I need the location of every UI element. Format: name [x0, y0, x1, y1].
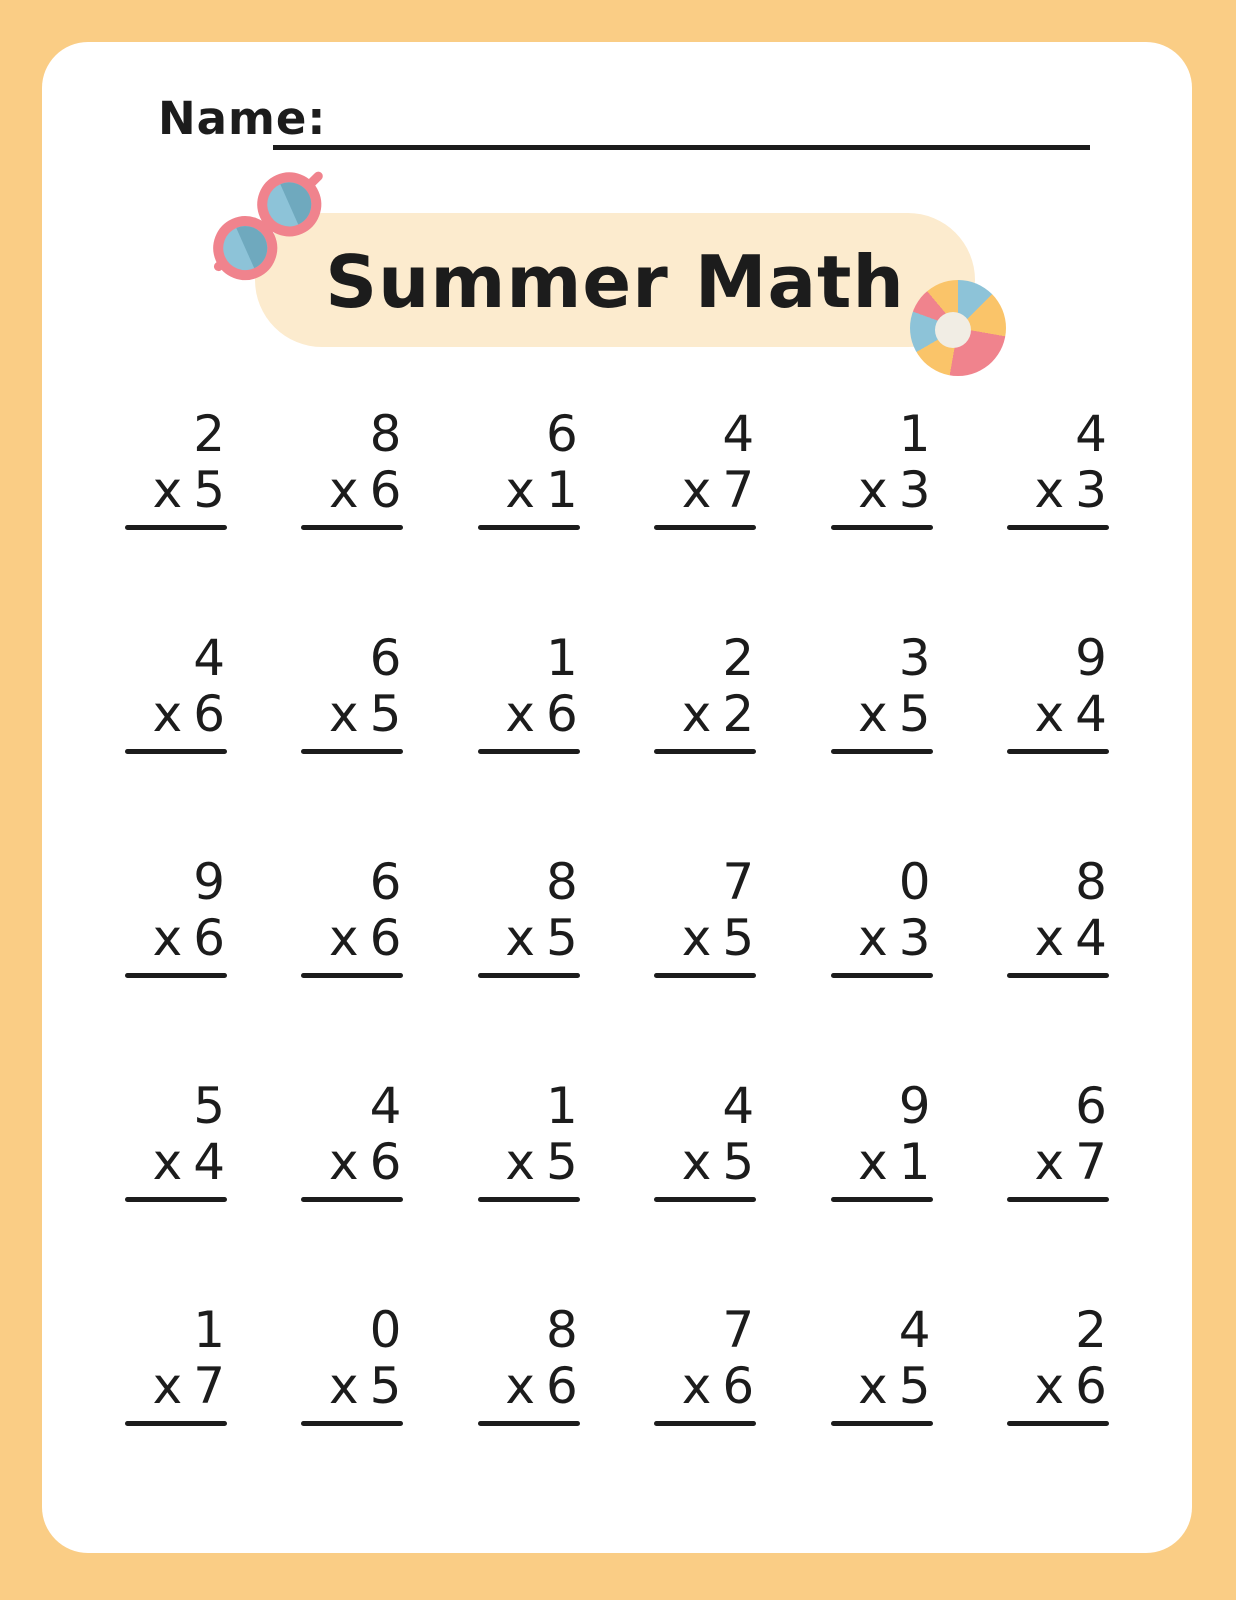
- answer-line[interactable]: [1007, 1421, 1109, 1426]
- multiply-operator: x: [152, 1357, 183, 1415]
- multiplicand: 7: [722, 853, 755, 911]
- answer-line[interactable]: [301, 1197, 403, 1202]
- multiply-operator: x: [858, 1357, 888, 1415]
- multiply-operator: x: [505, 1133, 535, 1191]
- math-problem: [831, 1302, 933, 1426]
- math-problem: [125, 630, 227, 754]
- multiplier: 7: [1075, 1133, 1107, 1191]
- problems-grid: [125, 406, 1109, 1426]
- answer-line[interactable]: [478, 1197, 580, 1202]
- multiply-operator: x: [681, 909, 712, 967]
- multiplicand: 6: [1075, 1077, 1107, 1135]
- math-problem: [301, 1302, 403, 1426]
- multiplier: 6: [193, 685, 225, 743]
- multiplier-row: [301, 1358, 403, 1414]
- answer-line[interactable]: [125, 525, 227, 530]
- multiplicand: 1: [193, 1301, 225, 1359]
- multiplier-row: [478, 910, 580, 966]
- name-input-line[interactable]: [273, 106, 1090, 150]
- multiplicand: 9: [1075, 629, 1107, 687]
- multiplicand: 4: [193, 629, 225, 687]
- multiply-operator: x: [152, 685, 183, 743]
- multiplier: 4: [1075, 909, 1107, 967]
- math-problem: [478, 1302, 580, 1426]
- multiplier: 7: [722, 461, 755, 519]
- multiply-operator: x: [1034, 1357, 1065, 1415]
- multiplicand: 1: [545, 1077, 578, 1135]
- multiplier-row: [478, 1134, 580, 1190]
- multiply-operator: x: [152, 909, 183, 967]
- multiplier: 1: [545, 461, 578, 519]
- multiplier: 5: [898, 1357, 931, 1415]
- name-label: Name:: [158, 92, 327, 145]
- multiplier-row: [831, 462, 933, 518]
- multiply-operator: x: [505, 685, 535, 743]
- multiply-operator: x: [328, 1133, 359, 1191]
- multiplier-row: [301, 910, 403, 966]
- answer-line[interactable]: [831, 525, 933, 530]
- answer-line[interactable]: [654, 1197, 756, 1202]
- multiplicand: 4: [898, 1301, 931, 1359]
- math-problem: [125, 406, 227, 530]
- multiplicand: 4: [722, 1077, 755, 1135]
- multiplier-row: [1007, 1358, 1109, 1414]
- multiplicand: 6: [545, 405, 578, 463]
- multiplicand: 5: [193, 1077, 225, 1135]
- math-problem: [301, 406, 403, 530]
- math-problem: [125, 1302, 227, 1426]
- multiplier: 5: [369, 685, 402, 743]
- title-banner: [255, 213, 975, 347]
- answer-line[interactable]: [478, 525, 580, 530]
- answer-line[interactable]: [125, 1197, 227, 1202]
- multiply-operator: x: [858, 685, 888, 743]
- multiplicand: 0: [898, 853, 931, 911]
- multiply-operator: x: [858, 909, 888, 967]
- multiply-operator: x: [328, 685, 359, 743]
- multiplier-row: [831, 910, 933, 966]
- multiplicand: 9: [193, 853, 225, 911]
- multiply-operator: x: [681, 461, 712, 519]
- multiplier: 7: [193, 1357, 225, 1415]
- worksheet-card: [42, 42, 1192, 1553]
- math-problem: [478, 1078, 580, 1202]
- answer-line[interactable]: [654, 749, 756, 754]
- multiplier: 6: [369, 1133, 402, 1191]
- multiplicand: 8: [1075, 853, 1107, 911]
- math-problem: [125, 1078, 227, 1202]
- answer-line[interactable]: [654, 1421, 756, 1426]
- multiplier: 3: [898, 909, 931, 967]
- answer-line[interactable]: [831, 973, 933, 978]
- multiply-operator: x: [681, 685, 712, 743]
- multiplicand: 4: [722, 405, 755, 463]
- multiplier: 5: [369, 1357, 402, 1415]
- math-problem: [831, 1078, 933, 1202]
- math-problem: [654, 630, 756, 754]
- answer-line[interactable]: [478, 973, 580, 978]
- multiplicand: 4: [369, 1077, 402, 1135]
- multiply-operator: x: [1034, 461, 1065, 519]
- multiplier-row: [831, 1358, 933, 1414]
- multiply-operator: x: [328, 1357, 359, 1415]
- multiplier: 5: [193, 461, 225, 519]
- answer-line[interactable]: [1007, 973, 1109, 978]
- answer-line[interactable]: [478, 1421, 580, 1426]
- answer-line[interactable]: [831, 1197, 933, 1202]
- multiplicand: 8: [545, 853, 578, 911]
- multiplicand: 2: [193, 405, 225, 463]
- multiplier-row: [831, 1134, 933, 1190]
- math-problem: [831, 406, 933, 530]
- math-problem: [831, 630, 933, 754]
- multiplicand: 9: [898, 1077, 931, 1135]
- multiplier-row: [1007, 462, 1109, 518]
- multiplier-row: [1007, 686, 1109, 742]
- math-problem: [301, 854, 403, 978]
- multiplier-row: [1007, 1134, 1109, 1190]
- answer-line[interactable]: [301, 973, 403, 978]
- math-problem: [654, 854, 756, 978]
- math-problem: [1007, 630, 1109, 754]
- multiplier-row: [301, 1134, 403, 1190]
- answer-line[interactable]: [831, 749, 933, 754]
- math-problem: [301, 630, 403, 754]
- multiplier-row: [301, 686, 403, 742]
- math-problem: [654, 1078, 756, 1202]
- multiplicand: 2: [722, 629, 755, 687]
- multiplicand: 3: [898, 629, 931, 687]
- answer-line[interactable]: [831, 1421, 933, 1426]
- math-problem: [654, 1302, 756, 1426]
- multiplier: 5: [545, 1133, 578, 1191]
- multiplier-row: [125, 686, 227, 742]
- multiplicand: 1: [898, 405, 931, 463]
- multiply-operator: x: [858, 461, 888, 519]
- answer-line[interactable]: [1007, 1197, 1109, 1202]
- multiplier-row: [478, 1358, 580, 1414]
- multiply-operator: x: [505, 1357, 535, 1415]
- multiplier: 3: [898, 461, 931, 519]
- answer-line[interactable]: [1007, 749, 1109, 754]
- answer-line[interactable]: [301, 1421, 403, 1426]
- multiplier-row: [478, 462, 580, 518]
- multiply-operator: x: [328, 909, 359, 967]
- math-problem: [1007, 854, 1109, 978]
- multiplier: 6: [545, 685, 578, 743]
- answer-line[interactable]: [478, 749, 580, 754]
- multiply-operator: x: [1034, 909, 1065, 967]
- beach-ball-icon: [910, 280, 1006, 376]
- multiplier-row: [654, 686, 756, 742]
- multiply-operator: x: [152, 461, 183, 519]
- multiplier: 6: [1075, 1357, 1107, 1415]
- multiplier: 3: [1075, 461, 1107, 519]
- multiply-operator: x: [505, 461, 535, 519]
- multiplier: 5: [722, 1133, 755, 1191]
- multiplier: 6: [369, 909, 402, 967]
- multiplier-row: [654, 1358, 756, 1414]
- page-title: Summer Math: [325, 240, 905, 324]
- answer-line[interactable]: [125, 973, 227, 978]
- multiply-operator: x: [858, 1133, 888, 1191]
- multiplier-row: [654, 1134, 756, 1190]
- multiplier: 6: [369, 461, 402, 519]
- math-problem: [478, 630, 580, 754]
- multiply-operator: x: [152, 1133, 183, 1191]
- multiplicand: 8: [369, 405, 402, 463]
- multiplicand: 2: [1075, 1301, 1107, 1359]
- multiplier-row: [125, 1134, 227, 1190]
- multiplier: 4: [193, 1133, 225, 1191]
- multiplier: 5: [722, 909, 755, 967]
- multiplier-row: [654, 462, 756, 518]
- answer-line[interactable]: [654, 525, 756, 530]
- multiplicand: 6: [369, 629, 402, 687]
- sunglasses-icon: [190, 160, 350, 290]
- multiplier: 5: [545, 909, 578, 967]
- multiplier-row: [301, 462, 403, 518]
- multiplier: 5: [898, 685, 931, 743]
- multiply-operator: x: [328, 461, 359, 519]
- multiplier: 6: [722, 1357, 755, 1415]
- multiplier-row: [125, 1358, 227, 1414]
- multiplier-row: [125, 462, 227, 518]
- math-problem: [1007, 1078, 1109, 1202]
- multiply-operator: x: [1034, 1133, 1065, 1191]
- multiplier: 6: [545, 1357, 578, 1415]
- multiplier-row: [654, 910, 756, 966]
- math-problem: [831, 854, 933, 978]
- answer-line[interactable]: [301, 525, 403, 530]
- math-problem: [478, 854, 580, 978]
- answer-line[interactable]: [125, 1421, 227, 1426]
- multiply-operator: x: [681, 1357, 712, 1415]
- answer-line[interactable]: [1007, 525, 1109, 530]
- multiplier-row: [831, 686, 933, 742]
- multiply-operator: x: [505, 909, 535, 967]
- multiplicand: 7: [722, 1301, 755, 1359]
- answer-line[interactable]: [301, 749, 403, 754]
- multiplicand: 1: [545, 629, 578, 687]
- math-problem: [1007, 1302, 1109, 1426]
- math-problem: [301, 1078, 403, 1202]
- multiplicand: 6: [369, 853, 402, 911]
- multiply-operator: x: [1034, 685, 1065, 743]
- multiplier-row: [125, 910, 227, 966]
- multiplier: 2: [722, 685, 755, 743]
- multiplier: 1: [898, 1133, 931, 1191]
- multiplicand: 8: [545, 1301, 578, 1359]
- multiplier: 6: [193, 909, 225, 967]
- math-problem: [654, 406, 756, 530]
- math-problem: [1007, 406, 1109, 530]
- multiplier-row: [478, 686, 580, 742]
- answer-line[interactable]: [125, 749, 227, 754]
- multiply-operator: x: [681, 1133, 712, 1191]
- math-problem: [125, 854, 227, 978]
- answer-line[interactable]: [654, 973, 756, 978]
- multiplicand: 4: [1075, 405, 1107, 463]
- multiplicand: 0: [369, 1301, 402, 1359]
- multiplier: 4: [1075, 685, 1107, 743]
- math-problem: [478, 406, 580, 530]
- multiplier-row: [1007, 910, 1109, 966]
